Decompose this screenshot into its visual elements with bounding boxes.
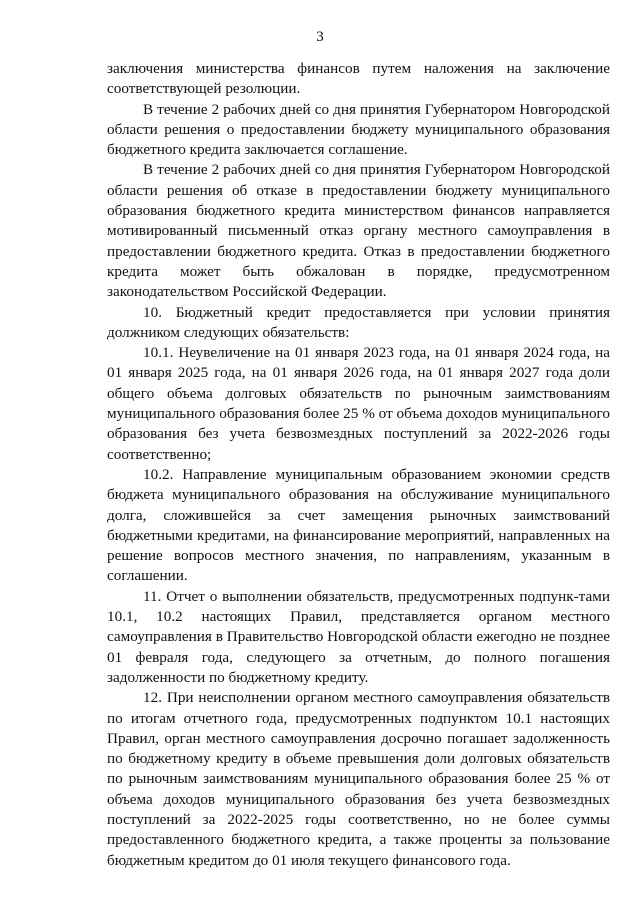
- paragraph-agreement: В течение 2 рабочих дней со дня принятия Губернатором Новгородской области решения о предоставлении бюджету муниципального образования бюджетного кредита заключается соглашение.: [107, 100, 610, 159]
- paragraph-refusal: В течение 2 рабочих дней со дня принятия Губернатором Новгородской области решения об отказе в предоставлении бюджету муниципального образования бюджетного кредита министерством финансов направляется мотивированный письменный отказ органу местного самоуправления в предоставлении бюджетного кредита. Отказ в предоставлении бюджетного кредита может быть обжалован в порядке, предусмотренном законодательством Российской Федерации.: [107, 161, 610, 301]
- page-number: 3: [316, 29, 324, 45]
- paragraph-continuation: заключения министерства финансов путем наложения на заключение соответствующей резолюции.: [107, 60, 610, 98]
- paragraph-clause-10: 10. Бюджетный кредит предоставляется при условии принятия должником следующих обязательств:: [107, 303, 610, 341]
- document-body: [107, 59, 610, 871]
- paragraph-clause-12: 12. При неисполнении органом местного самоуправления обязательств по итогам отчетного года, предусмотренных подпунктом 10.1 настоящих Правил, орган местного самоуправления досрочно погашает задолженность по бюджетному кредиту в объеме превышения доли долговых обязательств по рыночным заимствованиям муниципального образования более 25 % от объема доходов муниципального образования без учета безвозмездных поступлений за 2022-2025 годы соответственно, но не более суммы предоставленного бюджетного кредита, а также проценты за пользование бюджетным кредитом до 01 июля текущего финансового года.: [107, 689, 610, 869]
- paragraph-clause-11: 11. Отчет о выполнении обязательств, предусмотренных подпунк-тами 10.1, 10.2 настоящих Правил, представляется органом местного самоуправления в Правительство Новгородской области ежегодно не позднее 01 февраля года, следующего за отчетным, до полного погашения задолженности по бюджетному кредиту.: [107, 587, 610, 686]
- paragraph-clause-10-1: 10.1. Неувеличение на 01 января 2023 года, на 01 января 2024 года, на 01 января 2025 года, на 01 января 2026 года, на 01 января 2027 года доли общего объема долговых обязательств по рыночным заимствованиям муниципального образования более 25 % от объема доходов муниципального образования без учета безвозмездных поступлений за 2022-2026 годы соответственно;: [107, 344, 610, 463]
- paragraph-clause-10-2: 10.2. Направление муниципальным образованием экономии средств бюджета муниципального образования на обслуживание муниципального долга, сложившейся за счет замещения рыночных заимствований бюджетными кредитами, на финансирование мероприятий, направленных на решение вопросов местного значения, по направлениям, указанным в соглашении.: [107, 465, 610, 585]
